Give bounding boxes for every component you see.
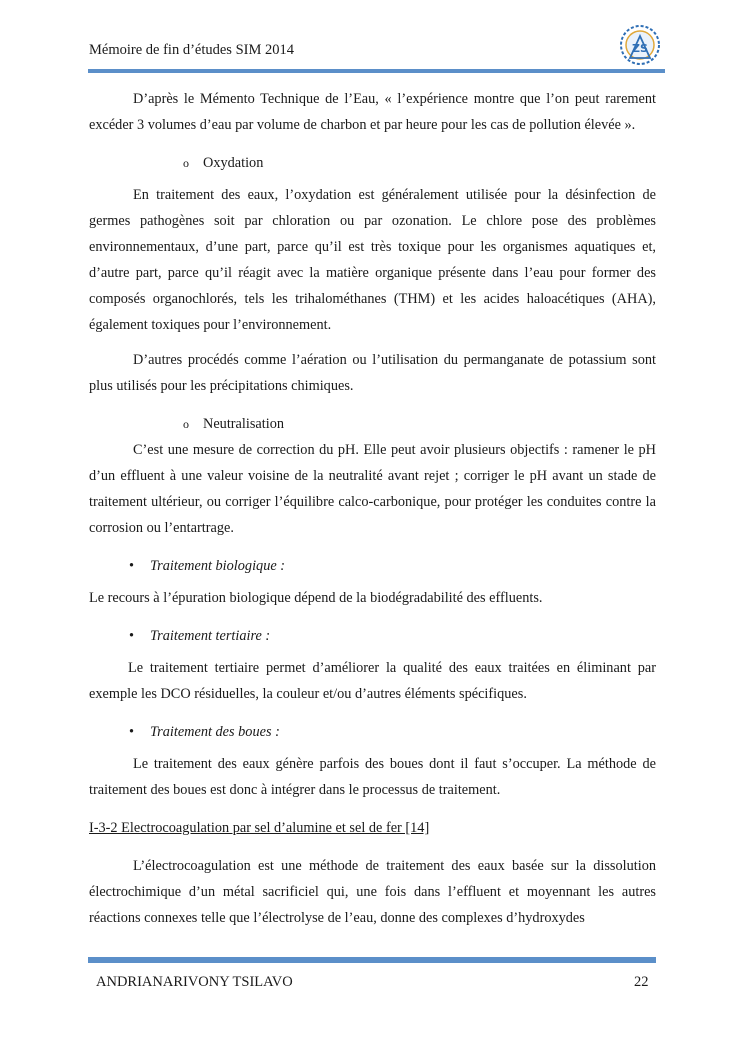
bullet-traitement-tertiaire: • Traitement tertiaire : bbox=[89, 623, 656, 649]
circle-marker-icon: o bbox=[183, 156, 189, 170]
paragraph-tertiaire: Le traitement tertiaire permet d’améliorer la qualité des eaux traitées en éliminant par exemple les DCO résiduelles, la couleur et/ou d’autres éléments spécifiques. bbox=[89, 660, 656, 702]
footer-rule bbox=[88, 957, 656, 963]
subheading-neutralisation: o Neutralisation bbox=[89, 411, 656, 437]
paragraph-neutralisation: C’est une mesure de correction du pH. Elle peut avoir plusieurs objectifs : ramener le pH d’un effluent à une valeur voisine de la neutralité avant rejet ; corriger le pH avant un stade de traitement ultérieur, ou corriger l’équilibre calco-carbonique, pour protéger les conduites contre la corrosion ou l’entartrage. bbox=[89, 442, 656, 536]
header-rule bbox=[88, 69, 665, 73]
subheading-oxydation: o Oxydation bbox=[89, 150, 656, 176]
footer-author: ANDRIANARIVONY TSILAVO bbox=[96, 974, 293, 990]
paragraph-biologique: Le recours à l’épuration biologique dépend de la biodégradabilité des effluents. bbox=[89, 590, 543, 606]
paragraph-oxydation: En traitement des eaux, l’oxydation est généralement utilisée pour la désinfection de germes pathogènes soit par chloration ou par ozonation. Le chlore pose des problèmes environnementaux, d’une part, parce qu’il est très toxique pour les organismes aquatiques et, d’autre part, parce qu’il réagit avec la matière organique présente dans l’eau pour former des composés organochlorés, tels les trihalométhanes (THM) et les acides haloacétiques (AHA), également toxiques pour l’environnement. bbox=[89, 187, 656, 333]
header-title: Mémoire de fin d’études SIM 2014 bbox=[89, 42, 294, 58]
circle-marker-icon: o bbox=[183, 417, 189, 431]
paragraph-aeration: D’autres procédés comme l’aération ou l’utilisation du permanganate de potassium sont plus utilisés pour les précipitations chimiques. bbox=[89, 352, 656, 394]
paragraph-electrocoagulation: L’électrocoagulation est une méthode de traitement des eaux basée sur la dissolution électrochimique d’un métal sacrificiel qui, une fois dans l’effluent et moyennant les autres réactions connexes telle que l’électrolyse de l’eau, donne des complexes d’hydroxydes bbox=[89, 858, 656, 926]
bullet-icon: • bbox=[129, 558, 135, 574]
logo-text: ZS bbox=[632, 42, 648, 55]
paragraph-memento: D’après le Mémento Technique de l’Eau, « l’expérience montre que l’on peut rarement excéder 3 volumes d’eau par volume de charbon et par heure pour les cas de pollution élevée ». bbox=[89, 91, 656, 133]
university-logo-icon bbox=[616, 22, 664, 68]
bullet-traitement-boues: • Traitement des boues : bbox=[89, 719, 656, 745]
section-heading: I-3-2 Electrocoagulation par sel d’alumine et sel de fer [14] bbox=[89, 820, 430, 836]
bullet-icon: • bbox=[129, 628, 135, 644]
bullet-traitement-biologique: • Traitement biologique : bbox=[89, 553, 656, 579]
page-body bbox=[89, 86, 656, 931]
page-number: 22 bbox=[634, 974, 649, 990]
paragraph-boues: Le traitement des eaux génère parfois des boues dont il faut s’occuper. La méthode de traitement des boues est donc à intégrer dans le processus de traitement. bbox=[89, 756, 656, 798]
bullet-icon: • bbox=[129, 724, 135, 740]
